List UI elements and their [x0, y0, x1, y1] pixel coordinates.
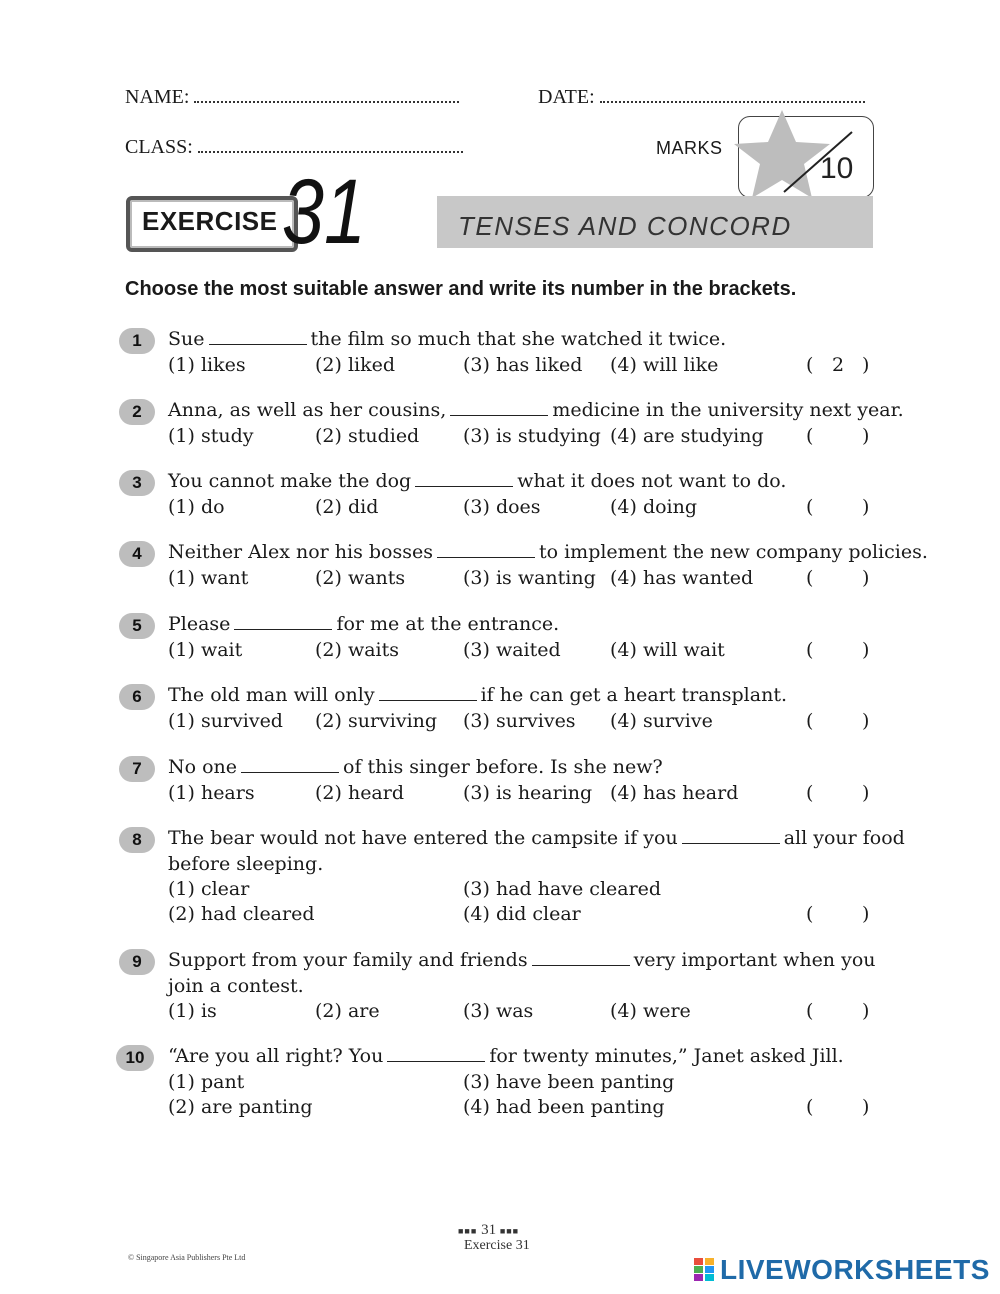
option: (3) is wanting — [463, 567, 596, 589]
option: (1) pant — [168, 1071, 245, 1093]
page-number: ■■■ 31 ■■■ — [458, 1222, 520, 1238]
question-number: 1 — [119, 328, 155, 354]
option: (3) has liked — [463, 354, 583, 376]
star-icon — [720, 104, 880, 204]
question-text: No one of this singer before. Is she new? — [168, 756, 663, 778]
question-number: 10 — [116, 1045, 154, 1071]
question-text-line2: before sleeping. — [168, 853, 324, 875]
question-text-line2: join a contest. — [168, 975, 304, 997]
answer-blank[interactable] — [437, 543, 535, 558]
question-text: Neither Alex nor his bosses to implement the new company policies. — [168, 541, 928, 563]
option: (3) waited — [463, 639, 561, 661]
question-text: The bear would not have entered the campsite if you all your food — [168, 827, 905, 849]
answer-blank[interactable] — [450, 401, 548, 416]
answer-blank[interactable] — [234, 615, 332, 630]
question-text: Anna, as well as her cousins, medicine in the university next year. — [168, 399, 904, 421]
exercise-number: 31 — [282, 161, 366, 263]
question-text: You cannot make the dog what it does not want to do. — [168, 470, 787, 492]
answer-blank[interactable] — [209, 330, 307, 345]
option: (3) have been panting — [463, 1071, 675, 1093]
option: (4) will like — [610, 354, 719, 376]
option: (1) clear — [168, 878, 250, 900]
option: (3) had have cleared — [463, 878, 662, 900]
option: (4) doing — [610, 496, 698, 518]
copyright: © Singapore Asia Publishers Pte Ltd — [128, 1253, 246, 1262]
option: (2) waits — [315, 639, 400, 661]
option: (2) are panting — [168, 1096, 313, 1118]
question-number: 8 — [119, 827, 155, 853]
option: (4) will wait — [610, 639, 725, 661]
answer-blank[interactable] — [379, 686, 477, 701]
option: (1) likes — [168, 354, 246, 376]
option: (1) wait — [168, 639, 243, 661]
date-label: DATE: — [538, 86, 865, 109]
option: (2) are — [315, 1000, 380, 1022]
marks-total: 10 — [820, 152, 854, 185]
option: (2) did — [315, 496, 379, 518]
question-number: 2 — [119, 399, 155, 425]
question-text: Please for me at the entrance. — [168, 613, 560, 635]
question-text: The old man will only if he can get a heart transplant. — [168, 684, 788, 706]
question-text: Sue the film so much that she watched it twice. — [168, 328, 727, 350]
topic-title: TENSES AND CONCORD — [458, 211, 792, 241]
liveworksheets-brand[interactable]: LIVEWORKSHEETS — [720, 1254, 990, 1285]
option: (2) surviving — [315, 710, 438, 732]
question-number: 4 — [119, 541, 155, 567]
option: (3) does — [463, 496, 541, 518]
option: (4) were — [610, 1000, 691, 1022]
option: (3) is hearing — [463, 782, 593, 804]
liveworksheets-logo-icon — [694, 1258, 716, 1282]
question-number: 7 — [119, 756, 155, 782]
answer-blank[interactable] — [415, 472, 513, 487]
option: (2) heard — [315, 782, 405, 804]
option: (3) was — [463, 1000, 534, 1022]
option: (4) are studying — [610, 425, 764, 447]
footer-exercise-label: Exercise 31 — [464, 1238, 530, 1253]
option: (4) has heard — [610, 782, 739, 804]
answer-value: 2 — [832, 354, 845, 376]
option: (2) wants — [315, 567, 406, 589]
instruction: Choose the most suitable answer and write its number in the brackets. — [125, 278, 797, 300]
question-number: 5 — [119, 613, 155, 639]
option: (4) did clear — [463, 903, 581, 925]
question-number: 9 — [119, 949, 155, 975]
option: (2) studied — [315, 425, 420, 447]
question-number: 3 — [119, 470, 155, 496]
option: (1) is — [168, 1000, 217, 1022]
option: (4) had been panting — [463, 1096, 665, 1118]
option: (4) has wanted — [610, 567, 754, 589]
option: (2) had cleared — [168, 903, 315, 925]
option: (2) liked — [315, 354, 396, 376]
option: (1) survived — [168, 710, 283, 732]
option: (3) is studying — [463, 425, 601, 447]
answer-blank[interactable] — [387, 1047, 485, 1062]
marks-label: MARKS — [656, 138, 723, 158]
answer-blank[interactable] — [241, 758, 339, 773]
option: (1) do — [168, 496, 225, 518]
question-number: 6 — [119, 684, 155, 710]
answer-blank[interactable] — [682, 829, 780, 844]
option: (1) hears — [168, 782, 255, 804]
exercise-word: EXERCISE — [142, 206, 278, 236]
class-label: CLASS: — [125, 136, 463, 159]
option: (1) want — [168, 567, 249, 589]
option: (3) survives — [463, 710, 576, 732]
question-text: “Are you all right? You for twenty minutes,” Janet asked Jill. — [168, 1045, 844, 1067]
answer-blank[interactable] — [532, 951, 630, 966]
option: (4) survive — [610, 710, 713, 732]
name-label: NAME: — [125, 86, 459, 109]
question-text: Support from your family and friends very important when you — [168, 949, 876, 971]
option: (1) study — [168, 425, 254, 447]
